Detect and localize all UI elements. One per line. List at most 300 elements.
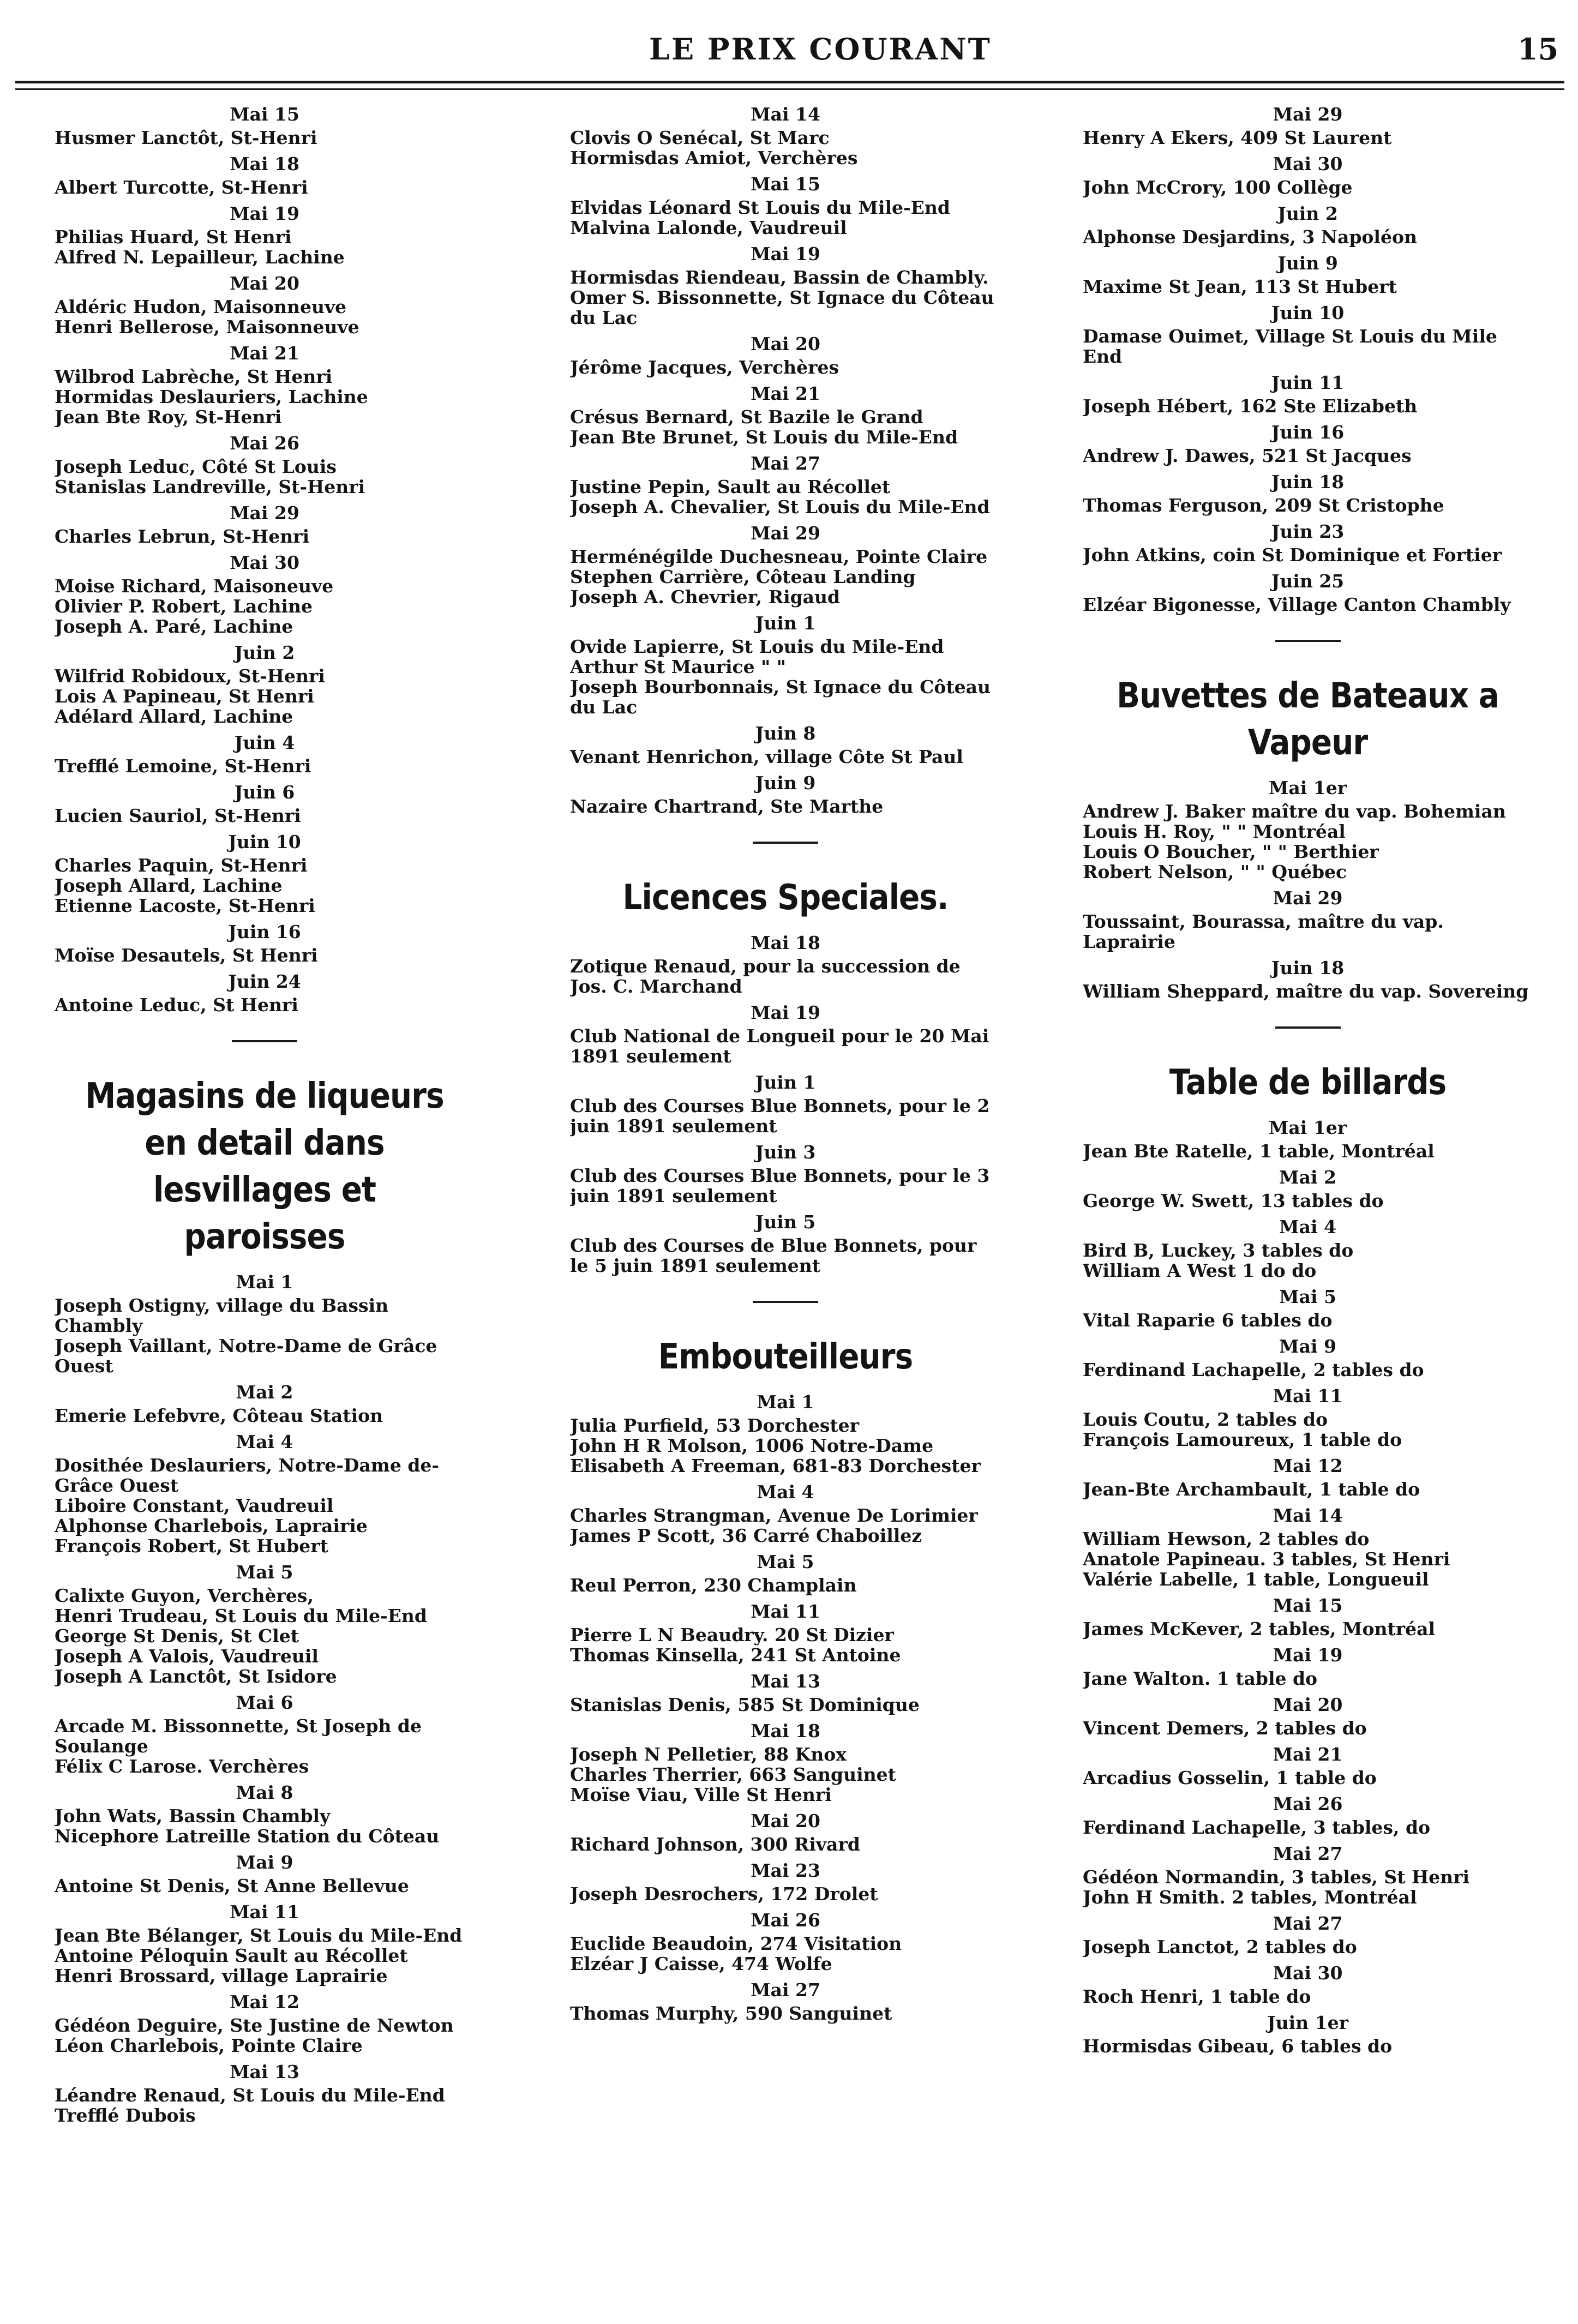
date-label: Juin 18: [1271, 957, 1345, 978]
date-group: [570, 173, 1001, 238]
date-label: Mai 1: [757, 1391, 814, 1413]
date-group: [1083, 302, 1533, 367]
license-entry: Nicephore Latreille Station du Côteau: [55, 1825, 440, 1847]
license-entry: Alphonse Charlebois, Laprairie: [55, 1515, 368, 1536]
date-label: Mai 11: [1273, 1385, 1343, 1407]
section: [1083, 104, 1533, 615]
license-entry: Club des Courses de Blue Bonnets, pour le 5 juin 1891 seulement: [570, 1235, 977, 1276]
column-3: [1083, 98, 1533, 2313]
license-entry: Emerie Lefebvre, Côteau Station: [55, 1405, 383, 1426]
date-group: [1083, 1744, 1533, 1788]
date-label: Juin 25: [1271, 571, 1345, 592]
date-group: [55, 732, 475, 776]
license-entry: Jane Walton. 1 table do: [1083, 1668, 1318, 1689]
date-label: Juin 16: [1271, 422, 1345, 443]
date-group: [570, 1979, 1001, 2023]
license-entry: Charles Therrier, 663 Sanguinet: [570, 1764, 896, 1785]
date-group: [570, 383, 1001, 447]
license-entry: George St Denis, St Clet: [55, 1625, 299, 1647]
license-entry: Robert Nelson, " " Québec: [1083, 861, 1347, 882]
date-group: [55, 1692, 475, 1776]
license-entry: Léon Charlebois, Pointe Claire: [55, 2035, 363, 2056]
date-group: [1083, 253, 1533, 297]
date-group: [1083, 1913, 1533, 1957]
license-entry: Jean Bte Roy, St-Henri: [55, 406, 282, 428]
date-label: Mai 30: [1273, 153, 1343, 175]
date-label: Mai 18: [751, 932, 820, 953]
date-label: Mai 30: [230, 552, 299, 573]
date-group: [55, 1782, 475, 1846]
license-entry: Julia Purfield, 53 Dorchester: [570, 1415, 860, 1436]
license-entry: Philias Huard, St Henri: [55, 226, 292, 248]
date-group: [1083, 777, 1533, 882]
date-label: Mai 11: [751, 1601, 820, 1622]
date-group: [55, 831, 475, 916]
license-entry: Elisabeth A Freeman, 681-83 Dorchester: [570, 1455, 981, 1476]
date-label: Mai 23: [751, 1860, 820, 1881]
date-label: Mai 2: [236, 1382, 293, 1403]
license-entry: Charles Strangman, Avenue De Lorimier: [570, 1505, 978, 1526]
license-entry: Ferdinand Lachapelle, 3 tables, do: [1083, 1817, 1431, 1838]
date-group: [1083, 1385, 1533, 1450]
date-label: Mai 12: [1273, 1455, 1343, 1476]
license-entry: Husmer Lanctôt, St-Henri: [55, 127, 317, 148]
date-group: [570, 772, 1001, 816]
date-group: [55, 1901, 475, 1986]
license-entry: John H R Molson, 1006 Notre-Dame: [570, 1435, 934, 1456]
date-label: Juin 11: [1271, 372, 1345, 393]
license-entry: Antoine Leduc, St Henri: [55, 994, 298, 1016]
license-entry: Arcade M. Bissonnette, St Joseph de Soulange: [55, 1715, 422, 1757]
license-entry: Andrew J. Baker maître du vap. Bohemian: [1083, 801, 1506, 822]
date-label: Mai 27: [751, 1979, 820, 2001]
license-entry: Elzéar J Caisse, 474 Wolfe: [570, 1953, 832, 1974]
license-entry: Joseph Bourbonnais, St Ignace du Côteau du Lac: [570, 676, 991, 718]
date-group: [570, 1909, 1001, 1974]
license-entry: Thomas Murphy, 590 Sanguinet: [570, 2003, 892, 2024]
date-group: [570, 523, 1001, 607]
date-label: Mai 8: [236, 1782, 293, 1803]
date-label: Mai 19: [751, 243, 820, 265]
date-label: Juin 9: [755, 772, 816, 794]
date-label: Mai 27: [1273, 1843, 1343, 1864]
license-entry: François Lamoureux, 1 table do: [1083, 1429, 1402, 1450]
date-group: [55, 203, 475, 267]
license-entry: Antoine Péloquin Sault au Récollet: [55, 1945, 408, 1966]
section-heading: Magasins de liqueurs en detail dans lesvillages et paroisses: [85, 1076, 444, 1257]
license-entry: Venant Henrichon, village Côte St Paul: [570, 746, 963, 767]
license-entry: Arcadius Gosselin, 1 table do: [1083, 1767, 1377, 1788]
license-entry: Omer S. Bissonnette, St Ignace du Côteau du Lac: [570, 287, 994, 328]
license-entry: Toussaint, Bourassa, maître du vap. Laprairie: [1083, 911, 1444, 952]
license-entry: Thomas Kinsella, 241 St Antoine: [570, 1644, 901, 1666]
date-group: [55, 2061, 475, 2125]
date-label: Mai 5: [236, 1562, 293, 1583]
license-entry: Louis H. Roy, " " Montréal: [1083, 821, 1346, 842]
license-entry: Henry A Ekers, 409 St Laurent: [1083, 127, 1392, 148]
date-group: [1083, 203, 1533, 247]
date-label: Mai 18: [751, 1720, 820, 1742]
date-label: Juin 18: [1271, 471, 1345, 493]
license-entry: Jean Bte Ratelle, 1 table, Montréal: [1083, 1140, 1435, 1162]
license-entry: Dosithée Deslauriers, Notre-Dame de-Grâce Ouest: [55, 1455, 440, 1496]
license-entry: George W. Swett, 13 tables do: [1083, 1190, 1384, 1211]
license-entry: Maxime St Jean, 113 St Hubert: [1083, 276, 1397, 297]
date-group: [1083, 1216, 1533, 1281]
license-entry: Hormisdas Amiot, Verchères: [570, 147, 858, 169]
license-entry: François Robert, St Hubert: [55, 1535, 328, 1557]
license-entry: Clovis O Senécal, St Marc: [570, 127, 830, 148]
section-heading: Buvettes de Bateaux a Vapeur: [1117, 676, 1499, 763]
section-heading: Embouteilleurs: [658, 1337, 913, 1377]
license-entry: Liboire Constant, Vaudreuil: [55, 1495, 334, 1516]
license-entry: Joseph A Valois, Vaudreuil: [55, 1646, 319, 1667]
license-entry: Wilbrod Labrèche, St Henri: [55, 366, 333, 387]
date-label: Mai 15: [751, 173, 820, 195]
license-entry: Hormisdas Riendeau, Bassin de Chambly.: [570, 267, 989, 288]
date-group: [570, 1810, 1001, 1854]
date-label: Mai 18: [230, 153, 299, 175]
date-label: Mai 20: [230, 273, 299, 294]
license-entry: Richard Johnson, 300 Rivard: [570, 1834, 860, 1855]
license-entry: Elzéar Bigonesse, Village Canton Chambly: [1083, 594, 1511, 615]
section-heading: Licences Speciales.: [622, 878, 949, 918]
date-group: [55, 782, 475, 826]
license-entry: Roch Henri, 1 table do: [1083, 1986, 1311, 2007]
license-entry: Crésus Bernard, St Bazile le Grand: [570, 406, 923, 428]
license-entry: Henri Trudeau, St Louis du Mile-End: [55, 1605, 427, 1626]
license-entry: Gédéon Normandin, 3 tables, St Henri: [1083, 1866, 1470, 1888]
date-label: Juin 5: [755, 1211, 816, 1233]
license-entry: Henri Brossard, village Laprairie: [55, 1965, 388, 1986]
date-label: Juin 1: [755, 1072, 816, 1093]
date-group: [570, 243, 1001, 328]
date-label: Mai 4: [1279, 1216, 1336, 1238]
date-label: Mai 4: [236, 1431, 293, 1452]
header-rule: [15, 81, 1564, 83]
date-label: Mai 26: [230, 433, 299, 454]
date-label: Mai 19: [751, 1002, 820, 1023]
license-entry: Moise Richard, Maisoneuve: [55, 575, 334, 597]
date-label: Mai 5: [757, 1551, 814, 1572]
date-group: [570, 453, 1001, 517]
date-group: [570, 1211, 1001, 1276]
date-group: [570, 1002, 1001, 1066]
date-group: [570, 723, 1001, 767]
date-group: [55, 1991, 475, 2056]
license-entry: Albert Turcotte, St-Henri: [55, 177, 308, 198]
license-entry: Léandre Renaud, St Louis du Mile-End: [55, 2085, 445, 2106]
date-label: Mai 21: [751, 383, 820, 404]
date-label: Mai 20: [1273, 1694, 1343, 1715]
date-group: [55, 552, 475, 636]
license-entry: Joseph Hébert, 162 Ste Elizabeth: [1083, 395, 1418, 417]
license-entry: Joseph Vaillant, Notre-Dame de Grâce Ouest: [55, 1335, 437, 1377]
section-divider: [753, 1301, 818, 1303]
license-entry: Justine Pepin, Sault au Récollet: [570, 476, 891, 497]
license-entry: Jean Bte Bélanger, St Louis du Mile-End: [55, 1925, 463, 1946]
date-group: [570, 1551, 1001, 1595]
date-group: [1083, 2012, 1533, 2056]
license-entry: Joseph Lanctot, 2 tables do: [1083, 1936, 1357, 1957]
date-label: Mai 19: [230, 203, 299, 224]
license-entry: Hormisdas Gibeau, 6 tables do: [1083, 2035, 1393, 2057]
license-entry: Jean Bte Brunet, St Louis du Mile-End: [570, 427, 958, 448]
date-group: [1083, 1644, 1533, 1689]
date-label: Mai 26: [1273, 1793, 1343, 1815]
section-divider: [1275, 640, 1341, 642]
date-group: [55, 971, 475, 1015]
date-label: Juin 2: [1277, 203, 1338, 224]
date-label: Juin 23: [1271, 521, 1345, 542]
license-entry: Lucien Sauriol, St-Henri: [55, 805, 301, 826]
date-label: Juin 3: [755, 1142, 816, 1163]
date-label: Mai 14: [1273, 1505, 1343, 1526]
date-label: Juin 2: [234, 642, 295, 663]
license-entry: Moïse Desautels, St Henri: [55, 945, 318, 966]
license-entry: Joseph A Lanctôt, St Isidore: [55, 1666, 337, 1687]
section-divider: [1275, 1026, 1341, 1029]
date-group: [1083, 521, 1533, 565]
license-entry: Ferdinand Lachapelle, 2 tables do: [1083, 1359, 1424, 1380]
date-label: Juin 10: [228, 831, 301, 852]
license-entry: Pierre L N Beaudry. 20 St Dizier: [570, 1624, 894, 1646]
license-entry: Joseph Allard, Lachine: [55, 875, 283, 896]
date-label: Juin 6: [234, 782, 295, 803]
date-group: [570, 612, 1001, 717]
header-rule-thin: [15, 88, 1564, 90]
license-entry: Henri Bellerose, Maisonneuve: [55, 316, 359, 338]
date-label: Mai 1er: [1268, 1117, 1347, 1138]
date-label: Mai 26: [751, 1909, 820, 1931]
license-entry: Etienne Lacoste, St-Henri: [55, 895, 315, 916]
date-label: Mai 27: [1273, 1913, 1343, 1934]
date-group: [1083, 1595, 1533, 1639]
license-entry: Club des Courses Blue Bonnets, pour le 2 juin 1891 seulement: [570, 1095, 990, 1137]
date-group: [55, 1562, 475, 1686]
license-entry: Joseph A. Chevrier, Rigaud: [570, 586, 841, 608]
date-label: Mai 21: [230, 343, 299, 364]
date-group: [1083, 1336, 1533, 1380]
license-entry: Euclide Beaudoin, 274 Visitation: [570, 1933, 902, 1954]
license-entry: Damase Ouimet, Village St Louis du Mile End: [1083, 326, 1497, 367]
license-entry: Reul Perron, 230 Champlain: [570, 1575, 857, 1596]
date-group: [55, 1382, 475, 1426]
date-group: [1083, 1694, 1533, 1738]
license-entry: John Atkins, coin St Dominique et Fortier: [1083, 544, 1502, 566]
license-entry: Stanislas Landreville, St-Henri: [55, 476, 365, 497]
date-label: Juin 1er: [1267, 2012, 1348, 2033]
license-entry: Adélard Allard, Lachine: [55, 706, 293, 727]
license-entry: John H Smith. 2 tables, Montréal: [1083, 1887, 1417, 1908]
date-label: Mai 29: [751, 523, 820, 544]
date-group: [1083, 1167, 1533, 1211]
date-group: [570, 1072, 1001, 1136]
date-group: [1083, 372, 1533, 416]
license-entry: Jérôme Jacques, Verchères: [570, 357, 839, 378]
license-entry: Stanislas Denis, 585 St Dominique: [570, 1694, 920, 1715]
date-group: [1083, 1793, 1533, 1837]
date-label: Mai 4: [757, 1481, 814, 1503]
license-entry: Vincent Demers, 2 tables do: [1083, 1718, 1367, 1739]
license-entry: Félix C Larose. Verchères: [55, 1756, 309, 1777]
date-label: Mai 29: [1273, 887, 1343, 909]
section: [55, 104, 475, 1015]
license-entry: Club des Courses Blue Bonnets, pour le 3 juin 1891 seulement: [570, 1165, 990, 1206]
section: [570, 104, 1001, 816]
date-group: [570, 1601, 1001, 1665]
license-entry: Ovide Lapierre, St Louis du Mile-End: [570, 636, 944, 657]
section: [570, 1301, 1001, 2023]
section: [570, 842, 1001, 1276]
license-entry: Olivier P. Robert, Lachine: [55, 596, 313, 617]
date-label: Juin 1: [755, 612, 816, 634]
license-entry: John Wats, Bassin Chambly: [55, 1805, 331, 1827]
license-entry: Zotique Renaud, pour la succession de Jos. C. Marchand: [570, 956, 961, 997]
date-group: [570, 1481, 1001, 1546]
license-entry: Lois A Papineau, St Henri: [55, 686, 314, 707]
date-label: Juin 8: [755, 723, 816, 744]
license-entry: William Hewson, 2 tables do: [1083, 1528, 1370, 1550]
date-label: Mai 9: [1279, 1336, 1336, 1357]
license-entry: Trefflé Lemoine, St-Henri: [55, 755, 311, 777]
license-entry: Wilfrid Robidoux, St-Henri: [55, 665, 325, 687]
date-group: [1083, 1286, 1533, 1330]
date-label: Mai 12: [230, 1991, 299, 2013]
date-label: Mai 13: [230, 2061, 299, 2082]
license-entry: Aldéric Hudon, Maisonneuve: [55, 296, 347, 317]
date-group: [55, 1271, 475, 1376]
date-label: Mai 1: [236, 1271, 293, 1293]
license-entry: Moïse Viau, Ville St Henri: [570, 1784, 832, 1805]
date-label: Juin 4: [234, 732, 295, 753]
section: [1083, 1026, 1533, 2056]
license-entry: Joseph N Pelletier, 88 Knox: [570, 1744, 847, 1765]
section: [1083, 640, 1533, 1001]
date-group: [1083, 1962, 1533, 2007]
date-group: [55, 104, 475, 148]
date-label: Mai 21: [1273, 1744, 1343, 1765]
date-label: Mai 29: [230, 502, 299, 524]
license-entry: Valérie Labelle, 1 table, Longueuil: [1083, 1569, 1429, 1590]
date-group: [570, 104, 1001, 168]
date-label: Mai 27: [751, 453, 820, 474]
license-entry: Alphonse Desjardins, 3 Napoléon: [1083, 226, 1417, 248]
column-2: [570, 98, 1001, 2313]
column-1: [55, 98, 475, 2313]
date-label: Mai 5: [1279, 1286, 1336, 1307]
license-entry: Calixte Guyon, Verchères,: [55, 1585, 314, 1606]
date-label: Juin 9: [1277, 253, 1338, 274]
date-group: [55, 433, 475, 497]
license-entry: Alfred N. Lepailleur, Lachine: [55, 247, 345, 268]
date-group: [1083, 1843, 1533, 1907]
license-entry: Charles Paquin, St-Henri: [55, 855, 308, 876]
license-entry: Louis O Boucher, " " Berthier: [1083, 841, 1379, 862]
license-entry: Arthur St Maurice " ": [570, 656, 786, 677]
date-group: [570, 333, 1001, 377]
license-entry: Thomas Ferguson, 209 St Cristophe: [1083, 495, 1444, 516]
date-group: [1083, 422, 1533, 466]
date-group: [570, 932, 1001, 996]
date-group: [55, 1852, 475, 1896]
license-entry: William A West 1 do do: [1083, 1260, 1317, 1281]
license-entry: Louis Coutu, 2 tables do: [1083, 1409, 1328, 1430]
date-label: Mai 15: [230, 104, 299, 125]
section-heading: Table de billards: [1169, 1062, 1447, 1103]
date-label: Mai 11: [230, 1901, 299, 1923]
page-title: LE PRIX COURANT: [649, 32, 992, 67]
date-group: [570, 1671, 1001, 1715]
page-number: 15: [1517, 32, 1559, 67]
license-entry: William Sheppard, maître du vap. Sovereing: [1083, 981, 1529, 1002]
license-entry: Gédéon Deguire, Ste Justine de Newton: [55, 2015, 454, 2036]
license-entry: James P Scott, 36 Carré Chaboillez: [570, 1525, 922, 1546]
date-group: [1083, 1505, 1533, 1589]
date-group: [1083, 104, 1533, 148]
section-divider: [753, 842, 818, 844]
license-entry: Anatole Papineau. 3 tables, St Henri: [1083, 1548, 1450, 1570]
section-divider: [232, 1040, 297, 1042]
license-entry: Bird B, Luckey, 3 tables do: [1083, 1240, 1354, 1261]
page-header: [0, 0, 1578, 90]
date-label: Juin 24: [228, 971, 301, 992]
license-entry: Club National de Longueil pour le 20 Mai 1891 seulement: [570, 1025, 989, 1067]
date-label: Juin 10: [1271, 302, 1345, 323]
license-entry: Joseph A. Paré, Lachine: [55, 616, 293, 637]
date-group: [1083, 957, 1533, 1001]
license-entry: Trefflé Dubois: [55, 2105, 196, 2126]
license-entry: Joseph Ostigny, village du Bassin Chambly: [55, 1295, 389, 1336]
date-label: Mai 9: [236, 1852, 293, 1873]
license-entry: Charles Lebrun, St-Henri: [55, 526, 310, 547]
date-label: Mai 2: [1279, 1167, 1336, 1188]
date-group: [55, 153, 475, 197]
date-group: [1083, 887, 1533, 952]
date-group: [55, 642, 475, 726]
license-entry: Elvidas Léonard St Louis du Mile-End: [570, 197, 950, 218]
date-group: [55, 1431, 475, 1556]
license-entry: John McCrory, 100 Collège: [1083, 177, 1353, 198]
date-group: [55, 502, 475, 547]
license-entry: Nazaire Chartrand, Ste Marthe: [570, 796, 884, 817]
date-group: [1083, 1455, 1533, 1499]
license-entry: Malvina Lalonde, Vaudreuil: [570, 217, 847, 238]
date-label: Mai 20: [751, 333, 820, 355]
license-entry: James McKever, 2 tables, Montréal: [1083, 1618, 1435, 1640]
license-entry: Joseph Desrochers, 172 Drolet: [570, 1883, 878, 1905]
license-entry: Jean-Bte Archambault, 1 table do: [1083, 1479, 1420, 1500]
section: [55, 1040, 475, 2125]
date-label: Mai 19: [1273, 1644, 1343, 1666]
date-group: [1083, 153, 1533, 197]
date-group: [1083, 471, 1533, 515]
date-label: Mai 15: [1273, 1595, 1343, 1616]
date-group: [55, 273, 475, 337]
date-label: Mai 20: [751, 1810, 820, 1831]
date-group: [570, 1391, 1001, 1476]
date-label: Mai 14: [751, 104, 820, 125]
license-entry: Joseph A. Chevalier, St Louis du Mile-End: [570, 496, 990, 518]
date-label: Mai 6: [236, 1692, 293, 1713]
date-label: Mai 30: [1273, 1962, 1343, 1984]
date-group: [1083, 571, 1533, 615]
date-label: Mai 29: [1273, 104, 1343, 125]
date-label: Mai 1er: [1268, 777, 1347, 798]
license-entry: Vital Raparie 6 tables do: [1083, 1310, 1333, 1331]
license-entry: Andrew J. Dawes, 521 St Jacques: [1083, 445, 1412, 466]
license-entry: Hormidas Deslauriers, Lachine: [55, 386, 368, 407]
